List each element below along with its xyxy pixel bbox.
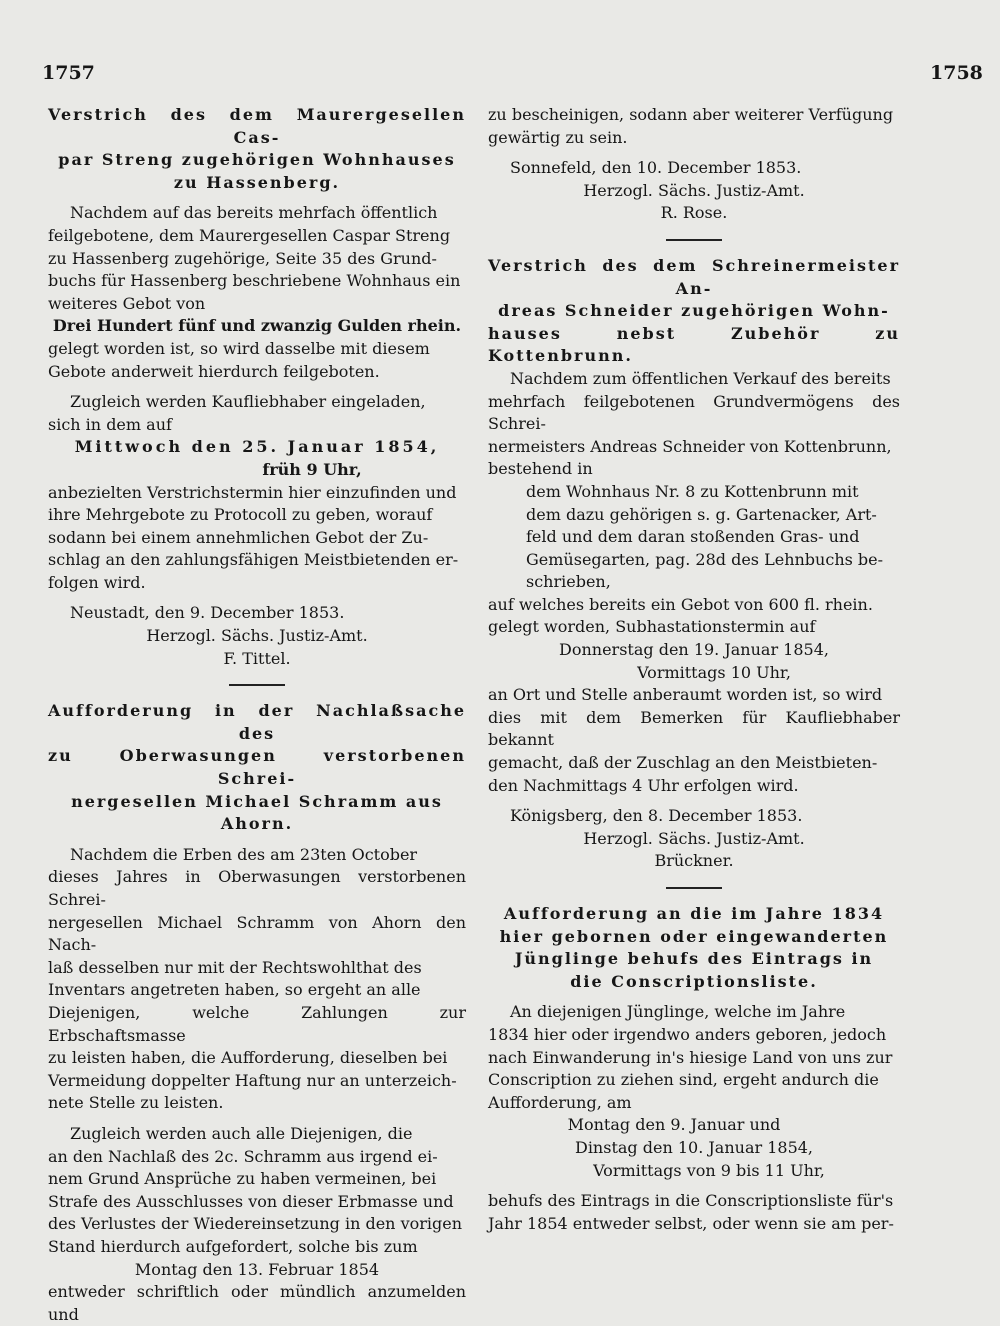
heading-line: Jünglinge behufs des Eintrags in <box>514 949 874 969</box>
text-line: Zugleich werden Kaufliebhaber eingeladen, <box>70 392 426 412</box>
bid-amount: Drei Hundert fünf und zwanzig Gulden rhein. <box>52 316 462 336</box>
heading-line: zu Hassenberg. <box>173 172 341 192</box>
text-line: sodann bei einem annehmlichen Gebot der Zu- <box>48 527 429 547</box>
notice-conscription-heading <box>488 903 900 993</box>
heading-line: Ahorn. <box>220 814 294 834</box>
text-line: An diejenigen Jünglinge, welche im Jahre <box>510 1002 846 1022</box>
section-divider <box>666 239 722 241</box>
text-line: schrieben, <box>526 572 611 592</box>
text-line: ihre Mehrgebote zu Protocoll zu geben, worauf <box>48 505 433 525</box>
place-date: Königsberg, den 8. December 1853. <box>510 806 803 826</box>
registration-time: Vormittags von 9 bis 11 Uhr, <box>593 1160 825 1180</box>
notice-schneider-heading <box>488 255 900 368</box>
heading-line: die Conscriptionsliste. <box>570 971 818 991</box>
text-line: Nachdem zum öffentlichen Verkauf des bereits <box>510 368 891 388</box>
heading-line: dreas Schneider zugehörigen Wohn- <box>498 301 890 321</box>
text-line: mehrfach feilgebotenen Grundvermögens des Schrei- <box>488 391 900 434</box>
text-line: Conscription zu ziehen sind, ergeht andurch die <box>488 1070 879 1090</box>
heading-line: Verstrich des dem Schreinermeister An- <box>488 255 900 298</box>
text-line: Stand hierdurch aufgefordert, solche bis zum <box>48 1236 418 1256</box>
text-line: dies mit dem Bemerken für Kaufliebhaber bekannt <box>488 707 900 750</box>
text-line: zu bescheinigen, sodann aber weiterer Verfügung <box>488 105 894 124</box>
page-number-right: 1758 <box>930 62 983 84</box>
text-line: Jahr 1854 entweder selbst, oder wenn sie am per- <box>488 1213 894 1233</box>
text-line: nach Einwanderung in's hiesige Land von uns zur <box>488 1047 893 1067</box>
text-line: Aufforderung, am <box>488 1092 632 1112</box>
deadline-date: Montag den 13. Februar 1854 <box>134 1259 380 1279</box>
authority: Herzogl. Sächs. Justiz-Amt. <box>583 828 805 848</box>
text-line: Vermeidung doppelter Haftung nur an unterzeich- <box>48 1070 457 1090</box>
text-line: auf welches bereits ein Gebot von 600 fl. rhein. <box>488 594 873 614</box>
text-line: schlag an den zahlungsfähigen Meistbietenden er- <box>48 550 459 570</box>
text-line: bestehend in <box>488 459 593 479</box>
heading-line: hauses nebst Zubehör zu Kottenbrunn. <box>488 323 900 366</box>
text-line: dem dazu gehörigen s. g. Gartenacker, Art- <box>526 504 877 524</box>
section-divider <box>229 684 285 686</box>
left-column <box>48 104 466 1326</box>
text-line: an den Nachlaß des 2c. Schramm aus irgend ei- <box>48 1146 438 1166</box>
text-line: zu Hassenberg zugehörige, Seite 35 des Grund- <box>48 248 437 268</box>
text-line: Diejenigen, welche Zahlungen zur Erbschaftsmasse <box>48 1002 466 1045</box>
text-line: Strafe des Ausschlusses von dieser Erbmasse und <box>48 1191 454 1211</box>
text-line: sich in dem auf <box>48 414 172 434</box>
text-line: 1834 hier oder irgendwo anders geboren, jedoch <box>488 1024 887 1044</box>
registration-date: Montag den 9. Januar und <box>567 1115 781 1135</box>
authority: Herzogl. Sächs. Justiz-Amt. <box>583 180 805 200</box>
right-column <box>488 104 900 1235</box>
text-line: feld und dem daran stoßenden Gras- und <box>526 527 860 547</box>
text-line: Gebote anderweit hierdurch feilgeboten. <box>48 361 380 381</box>
text-line: gewärtig zu sein. <box>488 127 628 147</box>
text-line: weiteres Gebot von <box>48 293 206 313</box>
auction-time: früh 9 Uhr, <box>262 459 362 479</box>
notice-streng-heading <box>48 104 466 194</box>
text-line: gelegt worden, Subhastationstermin auf <box>488 617 816 637</box>
heading-line: hier gebornen oder eingewanderten <box>499 926 889 946</box>
text-line: dieses Jahres in Oberwasungen verstorbenen Schrei- <box>48 867 466 909</box>
heading-line: Aufforderung an die im Jahre 1834 <box>503 904 885 923</box>
text-line: des Verlustes der Wiedereinsetzung in den vorigen <box>48 1214 463 1234</box>
signature: F. Tittel. <box>223 648 291 668</box>
text-line: entweder schriftlich oder mündlich anzumelden und <box>48 1282 466 1324</box>
text-line: gemacht, daß der Zuschlag an den Meistbieten- <box>488 753 878 773</box>
section-divider <box>666 887 722 889</box>
text-line: gelegt worden ist, so wird dasselbe mit diesem <box>48 338 430 358</box>
page-number-left: 1757 <box>42 62 95 84</box>
text-line: Gemüsegarten, pag. 28d des Lehnbuchs be- <box>526 549 884 569</box>
text-line: dem Wohnhaus Nr. 8 zu Kottenbrunn mit <box>526 481 859 501</box>
heading-line: nergesellen Michael Schramm aus <box>71 791 443 811</box>
text-line: nete Stelle zu leisten. <box>48 1093 224 1113</box>
text-line: buchs für Hassenberg beschriebene Wohnhaus ein <box>48 271 461 291</box>
property-description <box>488 481 900 594</box>
text-line: an Ort und Stelle anberaumt worden ist, so wird <box>488 685 883 705</box>
text-line: behufs des Eintrags in die Conscriptionsliste für's <box>488 1191 894 1211</box>
text-line: nergesellen Michael Schramm von Ahorn den Nach- <box>48 912 466 955</box>
auction-date: Mittwoch den 25. Januar 1854, <box>74 437 440 457</box>
place-date: Neustadt, den 9. December 1853. <box>70 603 345 623</box>
notice-schramm-heading <box>48 700 466 836</box>
heading-line: Aufforderung in der Nachlaßsache des <box>48 701 466 743</box>
heading-line: par Streng zugehörigen Wohnhauses <box>58 150 456 170</box>
text-line: nem Grund Ansprüche zu haben vermeinen, bei <box>48 1169 437 1189</box>
text-line: Inventars angetreten haben, so ergeht an alle <box>48 980 421 1000</box>
text-line: Nachdem auf das bereits mehrfach öffentlich <box>70 203 438 223</box>
text-line: anbezielten Verstrichstermin hier einzufinden und <box>48 482 457 502</box>
text-line: nermeisters Andreas Schneider von Kottenbrunn, <box>488 436 892 456</box>
heading-line: zu Oberwasungen verstorbenen Schrei- <box>48 746 466 789</box>
auction-time: Vormittags 10 Uhr, <box>637 662 791 682</box>
signature: Brückner. <box>654 851 734 871</box>
text-line: feilgebotene, dem Maurergesellen Caspar Streng <box>48 225 451 245</box>
text-line: laß desselben nur mit der Rechtswohlthat des <box>48 957 422 977</box>
text-line: Nachdem die Erben des am 23ten October <box>70 844 418 864</box>
auction-date: Donnerstag den 19. Januar 1854, <box>559 640 829 660</box>
heading-line: Verstrich des dem Maurergesellen Cas- <box>48 105 466 147</box>
text-line: folgen wird. <box>48 572 146 592</box>
text-line: Zugleich werden auch alle Diejenigen, die <box>70 1123 413 1143</box>
text-line: zu leisten haben, die Aufforderung, dieselben bei <box>48 1048 448 1068</box>
place-date: Sonnefeld, den 10. December 1853. <box>510 158 802 178</box>
text-line: den Nachmittags 4 Uhr erfolgen wird. <box>488 775 799 795</box>
signature: R. Rose. <box>660 203 728 223</box>
registration-date: Dinstag den 10. Januar 1854, <box>574 1137 814 1157</box>
authority: Herzogl. Sächs. Justiz-Amt. <box>146 626 368 646</box>
